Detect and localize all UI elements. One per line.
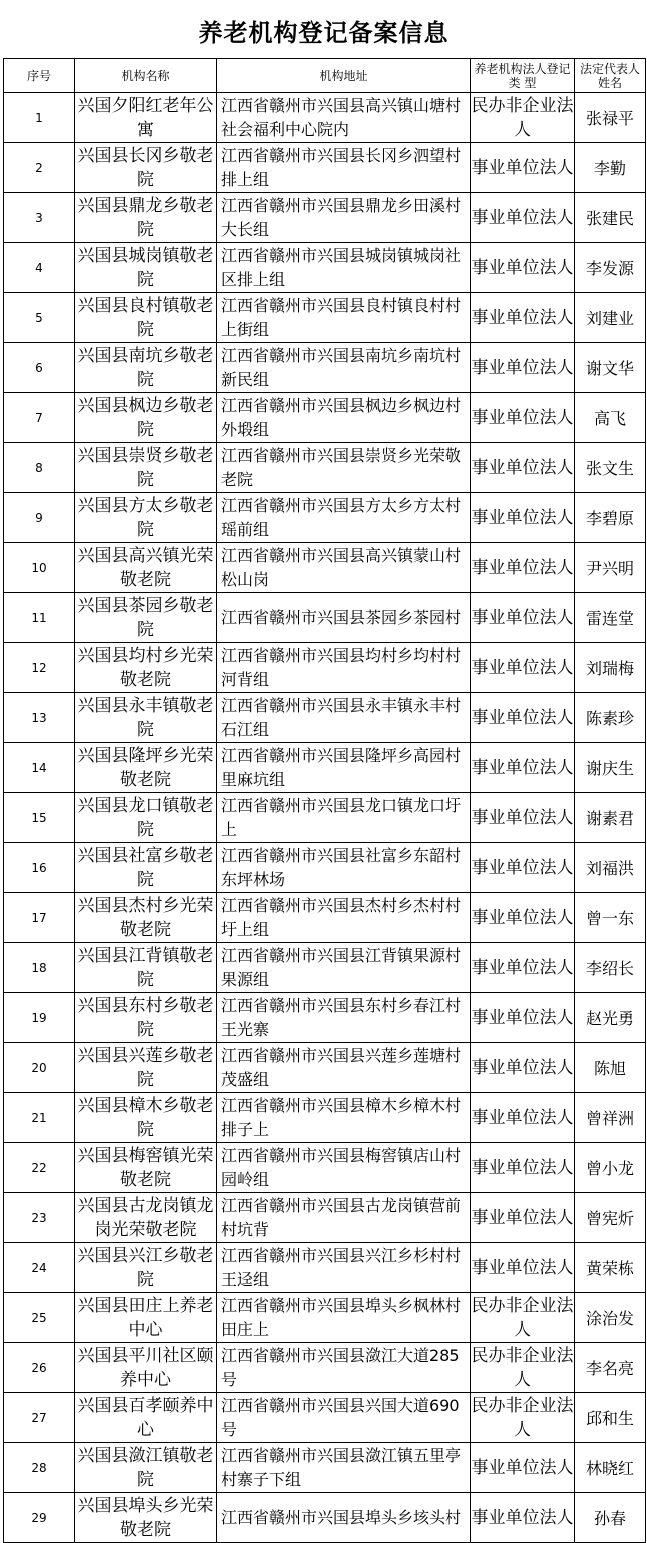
- institution-address: 江西省赣州市兴国县樟木乡樟木村排子上: [217, 1093, 471, 1143]
- legal-representative: 高飞: [575, 393, 646, 443]
- page-title: 养老机构登记备案信息: [198, 17, 449, 47]
- row-num: 29: [4, 1493, 75, 1543]
- row-num: 1: [4, 93, 75, 143]
- institution-name: 兴国县长冈乡敬老院: [75, 143, 217, 193]
- institution-address: 江西省赣州市兴国县高兴镇蒙山村松山岗: [217, 543, 471, 593]
- table-row: [4, 193, 646, 243]
- institution-name: 兴国县兴江乡敬老院: [75, 1243, 217, 1293]
- registration-type: 事业单位法人: [471, 243, 575, 293]
- institution-address: 江西省赣州市兴国县南坑乡南坑村新民组: [217, 343, 471, 393]
- table-body: [4, 93, 646, 1543]
- institution-name: 兴国县樟木乡敬老院: [75, 1093, 217, 1143]
- row-num: 18: [4, 943, 75, 993]
- registration-type: 事业单位法人: [471, 1093, 575, 1143]
- institution-address: 江西省赣州市兴国县兴江乡杉村村王迳组: [217, 1243, 471, 1293]
- institution-address: 江西省赣州市兴国县杰村乡杰村村圩上组: [217, 893, 471, 943]
- institution-address: 江西省赣州市兴国县长冈乡泗望村排上组: [217, 143, 471, 193]
- table-row: [4, 893, 646, 943]
- legal-representative: 谢素君: [575, 793, 646, 843]
- institution-name: 兴国县平川社区颐养中心: [75, 1343, 217, 1393]
- institution-name: 兴国县茶园乡敬老院: [75, 593, 217, 643]
- registration-type: 事业单位法人: [471, 893, 575, 943]
- institution-address: 江西省赣州市兴国县方太乡方太村瑶前组: [217, 493, 471, 543]
- registration-type: 事业单位法人: [471, 343, 575, 393]
- row-num: 20: [4, 1043, 75, 1093]
- legal-representative: 尹兴明: [575, 543, 646, 593]
- row-num: 15: [4, 793, 75, 843]
- header-num: 序号: [4, 59, 75, 93]
- registration-type: 事业单位法人: [471, 143, 575, 193]
- institution-name: 兴国县均村乡光荣敬老院: [75, 643, 217, 693]
- registration-type: 事业单位法人: [471, 493, 575, 543]
- institution-address: 江西省赣州市兴国县社富乡东韶村东坪林场: [217, 843, 471, 893]
- row-num: 14: [4, 743, 75, 793]
- registry-table: [3, 58, 646, 1543]
- institution-name: 兴国县良村镇敬老院: [75, 293, 217, 343]
- institution-name: 兴国县隆坪乡光荣敬老院: [75, 743, 217, 793]
- header-row: [4, 59, 646, 93]
- institution-name: 兴国县南坑乡敬老院: [75, 343, 217, 393]
- institution-name: 兴国县龙口镇敬老院: [75, 793, 217, 843]
- table-row: [4, 643, 646, 693]
- table-row: [4, 143, 646, 193]
- row-num: 13: [4, 693, 75, 743]
- legal-representative: 孙春: [575, 1493, 646, 1543]
- header-type: 养老机构法人登记类 型: [471, 59, 575, 93]
- table-row: [4, 93, 646, 143]
- legal-representative: 李名亮: [575, 1343, 646, 1393]
- row-num: 3: [4, 193, 75, 243]
- table-row: [4, 743, 646, 793]
- registration-type: 事业单位法人: [471, 693, 575, 743]
- registration-type: 民办非企业法人: [471, 1343, 575, 1393]
- institution-name: 兴国县社富乡敬老院: [75, 843, 217, 893]
- row-num: 4: [4, 243, 75, 293]
- registration-type: 事业单位法人: [471, 993, 575, 1043]
- institution-address: 江西省赣州市兴国县东村乡春江村王光寨: [217, 993, 471, 1043]
- row-num: 6: [4, 343, 75, 393]
- legal-representative: 雷连堂: [575, 593, 646, 643]
- legal-representative: 张建民: [575, 193, 646, 243]
- legal-representative: 陈素珍: [575, 693, 646, 743]
- legal-representative: 李绍长: [575, 943, 646, 993]
- table-row: [4, 393, 646, 443]
- table-row: [4, 293, 646, 343]
- row-num: 25: [4, 1293, 75, 1343]
- institution-address: 江西省赣州市兴国县潋江镇五里亭村寨子下组: [217, 1443, 471, 1493]
- institution-name: 兴国县兴莲乡敬老院: [75, 1043, 217, 1093]
- institution-name: 兴国县东村乡敬老院: [75, 993, 217, 1043]
- row-num: 21: [4, 1093, 75, 1143]
- institution-address: 江西省赣州市兴国县良村镇良村村上街组: [217, 293, 471, 343]
- legal-representative: 刘建业: [575, 293, 646, 343]
- row-num: 7: [4, 393, 75, 443]
- institution-address: 江西省赣州市兴国县龙口镇龙口圩上: [217, 793, 471, 843]
- institution-address: 江西省赣州市兴国县鼎龙乡田溪村大长组: [217, 193, 471, 243]
- institution-address: 江西省赣州市兴国县江背镇果源村果源组: [217, 943, 471, 993]
- table-row: [4, 793, 646, 843]
- registration-type: 事业单位法人: [471, 593, 575, 643]
- table-row: [4, 943, 646, 993]
- registration-type: 事业单位法人: [471, 643, 575, 693]
- registration-type: 事业单位法人: [471, 1193, 575, 1243]
- institution-address: 江西省赣州市兴国县埠头乡垓头村: [217, 1493, 471, 1543]
- row-num: 28: [4, 1443, 75, 1493]
- row-num: 17: [4, 893, 75, 943]
- institution-address: 江西省赣州市兴国县兴莲乡莲塘村茂盛组: [217, 1043, 471, 1093]
- institution-address: 江西省赣州市兴国县潋江大道285号: [217, 1343, 471, 1393]
- legal-representative: 涂治发: [575, 1293, 646, 1343]
- table-row: [4, 593, 646, 643]
- table-row: [4, 993, 646, 1043]
- registration-type: 民办非企业法人: [471, 93, 575, 143]
- table-row: [4, 1093, 646, 1143]
- institution-address: 江西省赣州市兴国县古龙岗镇营前村坑背: [217, 1193, 471, 1243]
- legal-representative: 刘福洪: [575, 843, 646, 893]
- registration-type: 事业单位法人: [471, 393, 575, 443]
- institution-address: 江西省赣州市兴国县崇贤乡光荣敬老院: [217, 443, 471, 493]
- row-num: 8: [4, 443, 75, 493]
- row-num: 16: [4, 843, 75, 893]
- institution-name: 兴国县梅窖镇光荣敬老院: [75, 1143, 217, 1193]
- row-num: 11: [4, 593, 75, 643]
- registration-type: 事业单位法人: [471, 743, 575, 793]
- row-num: 12: [4, 643, 75, 693]
- institution-address: 江西省赣州市兴国县隆坪乡高园村里麻坑组: [217, 743, 471, 793]
- row-num: 27: [4, 1393, 75, 1443]
- legal-representative: 曾宪炘: [575, 1193, 646, 1243]
- table-row: [4, 693, 646, 743]
- legal-representative: 谢文华: [575, 343, 646, 393]
- institution-address: 江西省赣州市兴国县城岗镇城岗社区排上组: [217, 243, 471, 293]
- institution-name: 兴国县埠头乡光荣敬老院: [75, 1493, 217, 1543]
- header-name: 机构名称: [75, 59, 217, 93]
- table-row: [4, 1493, 646, 1543]
- registration-type: 事业单位法人: [471, 293, 575, 343]
- legal-representative: 张禄平: [575, 93, 646, 143]
- institution-address: 江西省赣州市兴国县兴国大道690号: [217, 1393, 471, 1443]
- row-num: 2: [4, 143, 75, 193]
- institution-name: 兴国县鼎龙乡敬老院: [75, 193, 217, 243]
- legal-representative: 曾祥洲: [575, 1093, 646, 1143]
- table-row: [4, 1443, 646, 1493]
- header-person: 法定代表人姓名: [575, 59, 646, 93]
- table-row: [4, 1043, 646, 1093]
- table-row: [4, 1393, 646, 1443]
- registration-type: 事业单位法人: [471, 543, 575, 593]
- registration-type: 事业单位法人: [471, 793, 575, 843]
- institution-name: 兴国县方太乡敬老院: [75, 493, 217, 543]
- institution-address: 江西省赣州市兴国县茶园乡茶园村: [217, 593, 471, 643]
- registration-type: 事业单位法人: [471, 443, 575, 493]
- institution-address: 江西省赣州市兴国县均村乡均村村河背组: [217, 643, 471, 693]
- institution-name: 兴国县古龙岗镇龙岗光荣敬老院: [75, 1193, 217, 1243]
- table-row: [4, 843, 646, 893]
- table-row: [4, 1143, 646, 1193]
- table-row: [4, 443, 646, 493]
- registration-type: 事业单位法人: [471, 193, 575, 243]
- legal-representative: 黄荣栋: [575, 1243, 646, 1293]
- table-row: [4, 1243, 646, 1293]
- institution-name: 兴国县杰村乡光荣敬老院: [75, 893, 217, 943]
- table-row: [4, 343, 646, 393]
- registration-type: 事业单位法人: [471, 1493, 575, 1543]
- legal-representative: 刘瑞梅: [575, 643, 646, 693]
- table-row: [4, 543, 646, 593]
- legal-representative: 李勤: [575, 143, 646, 193]
- row-num: 19: [4, 993, 75, 1043]
- table-row: [4, 493, 646, 543]
- row-num: 5: [4, 293, 75, 343]
- registration-type: 事业单位法人: [471, 843, 575, 893]
- legal-representative: 李发源: [575, 243, 646, 293]
- legal-representative: 曾一东: [575, 893, 646, 943]
- registration-type: 事业单位法人: [471, 1043, 575, 1093]
- legal-representative: 张文生: [575, 443, 646, 493]
- institution-address: 江西省赣州市兴国县埠头乡枫林村田庄上: [217, 1293, 471, 1343]
- table-row: [4, 1193, 646, 1243]
- row-num: 10: [4, 543, 75, 593]
- legal-representative: 曾小龙: [575, 1143, 646, 1193]
- legal-representative: 赵光勇: [575, 993, 646, 1043]
- legal-representative: 林晓红: [575, 1443, 646, 1493]
- registration-type: 民办非企业法人: [471, 1293, 575, 1343]
- table-row: [4, 1293, 646, 1343]
- table-row: [4, 1343, 646, 1393]
- institution-name: 兴国县江背镇敬老院: [75, 943, 217, 993]
- registration-type: 事业单位法人: [471, 1443, 575, 1493]
- row-num: 24: [4, 1243, 75, 1293]
- institution-address: 江西省赣州市兴国县永丰镇永丰村石江组: [217, 693, 471, 743]
- institution-name: 兴国夕阳红老年公寓: [75, 93, 217, 143]
- institution-name: 兴国县永丰镇敬老院: [75, 693, 217, 743]
- institution-name: 兴国县百孝颐养中心: [75, 1393, 217, 1443]
- row-num: 9: [4, 493, 75, 543]
- legal-representative: 邱和生: [575, 1393, 646, 1443]
- legal-representative: 谢庆生: [575, 743, 646, 793]
- institution-name: 兴国县城岗镇敬老院: [75, 243, 217, 293]
- header-address: 机构地址: [217, 59, 471, 93]
- row-num: 22: [4, 1143, 75, 1193]
- registration-type: 事业单位法人: [471, 1143, 575, 1193]
- institution-address: 江西省赣州市兴国县高兴镇山塘村社会福利中心院内: [217, 93, 471, 143]
- institution-name: 兴国县崇贤乡敬老院: [75, 443, 217, 493]
- institution-name: 兴国县潋江镇敬老院: [75, 1443, 217, 1493]
- table-row: [4, 243, 646, 293]
- legal-representative: 李碧原: [575, 493, 646, 543]
- institution-address: 江西省赣州市兴国县枫边乡枫边村外塅组: [217, 393, 471, 443]
- institution-name: 兴国县枫边乡敬老院: [75, 393, 217, 443]
- row-num: 23: [4, 1193, 75, 1243]
- institution-address: 江西省赣州市兴国县梅窖镇店山村园岭组: [217, 1143, 471, 1193]
- institution-name: 兴国县田庄上养老中心: [75, 1293, 217, 1343]
- registration-type: 民办非企业法人: [471, 1393, 575, 1443]
- registration-type: 事业单位法人: [471, 943, 575, 993]
- institution-name: 兴国县高兴镇光荣敬老院: [75, 543, 217, 593]
- registration-type: 事业单位法人: [471, 1243, 575, 1293]
- row-num: 26: [4, 1343, 75, 1393]
- legal-representative: 陈旭: [575, 1043, 646, 1093]
